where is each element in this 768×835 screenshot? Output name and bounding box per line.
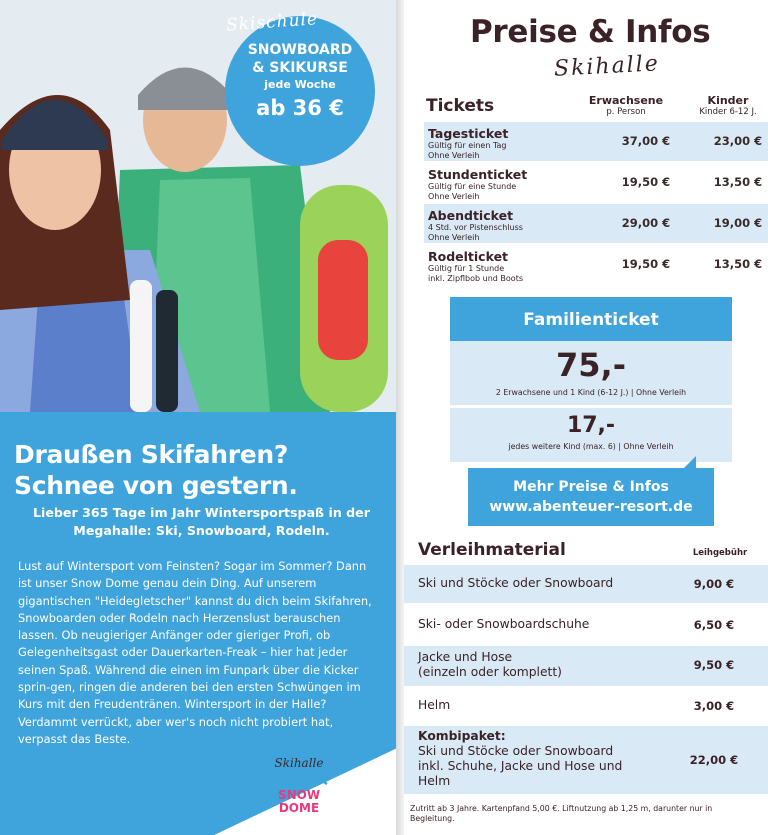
more-info-link[interactable]	[468, 468, 714, 526]
rental-column-header: Leihgebühr	[692, 548, 748, 558]
promo-script-logo: Skischule	[225, 9, 319, 36]
rental-price: 6,50 €	[693, 618, 735, 632]
ticket-row	[424, 245, 768, 284]
promo-badge	[225, 16, 375, 166]
rental-row	[404, 565, 768, 603]
page-title: Preise & Infos	[470, 14, 711, 50]
ticket-price-kid: 13,50 €	[713, 257, 763, 271]
rental-row	[404, 646, 768, 686]
combo-description: Ski und Stöcke oder Snowboard inkl. Schuhe, Jacke und Hose und Helm	[418, 744, 623, 788]
ticket-price-kid: 19,00 €	[713, 216, 763, 230]
ticket-row	[424, 204, 768, 243]
rental-item: Ski- oder Snowboardschuhe	[418, 617, 590, 631]
right-panel	[404, 0, 768, 835]
rental-price: 9,50 €	[693, 658, 735, 672]
headline-line1: Draußen Skifahren?	[14, 440, 289, 469]
family-ticket-main	[450, 341, 732, 405]
footnote: Zutritt ab 3 Jahre. Kartenpfand 5,00 €. Liftnutzung ab 1,25 m, darunter nur in Begleitung.	[410, 804, 713, 823]
intro-body-text: Lust auf Wintersport vom Feinsten? Sogar im Sommer? Dann ist unser Snow Dome genau dein Ding. Auf unserem gigantischen "Heidegletscher" kannst du dich beim Skifahren, Snowboarden oder Rodeln nach Herzenslust berauschen lassen. Ob neugieriger Anfänger oder gieriger Profi, ob Gelegenheitsgast oder Dauerkarten-Freak – hier hat jeder seinen Spaß. Während die einen im Funpark über die Kicker sprin-gen, ringen die anderen bei den ersten Schwüngen im Kurs mit den Freudentränen. Wintersport in der Halle? Verdammt verrückt, aber wer's noch nicht probiert hat, verpasst das Beste.	[18, 559, 372, 746]
family-price-note: 2 Erwachsene und 1 Kind (6-12 J.) | Ohne Verleih	[495, 388, 687, 397]
extra-child-price: 17,-	[566, 413, 616, 438]
ticket-name: Abendticket	[428, 208, 514, 223]
column-adult-sub: p. Person	[606, 107, 646, 117]
website-url[interactable]: www.abenteuer-resort.de	[489, 499, 693, 515]
page-fold	[396, 0, 404, 835]
ticket-price-adult: 19,50 €	[621, 257, 671, 271]
combo-label: Kombipaket:	[418, 729, 506, 743]
rental-item	[418, 729, 658, 789]
promo-price: ab 36 €	[256, 96, 344, 120]
rental-price: 3,00 €	[693, 699, 735, 713]
rental-row-combo	[404, 726, 768, 794]
rental-row	[404, 689, 768, 723]
column-kid-label: Kinder	[707, 94, 749, 107]
promo-line3: jede Woche	[264, 78, 336, 91]
logo-line2: DOME	[278, 801, 320, 815]
ticket-desc: 4 Std. vor Pistenschluss Ohne Verleih	[428, 223, 523, 242]
mountain-icon	[269, 771, 329, 785]
ticket-desc: Gültig für einen Tag Ohne Verleih	[428, 141, 507, 160]
ticket-desc: Gültig für eine Stunde Ohne Verleih	[428, 182, 517, 201]
tickets-heading: Tickets	[426, 96, 495, 116]
ticket-price-adult: 19,50 €	[621, 175, 671, 189]
ticket-row	[424, 122, 768, 161]
subheadline: Lieber 365 Tage im Jahr Wintersportspaß in der Megahalle: Ski, Snowboard, Rodeln.	[33, 505, 370, 538]
rental-row	[404, 606, 768, 644]
rental-item: Ski und Stöcke oder Snowboard	[418, 576, 614, 590]
ticket-name: Tagesticket	[428, 126, 509, 141]
family-price: 75,-	[556, 346, 626, 384]
snow-dome-logo	[244, 756, 354, 826]
headline-line2: Schnee von gestern.	[14, 471, 298, 500]
logo-script: Skihalle	[274, 756, 324, 770]
column-header-adult	[576, 94, 676, 117]
intro-section	[0, 412, 396, 835]
hero-photo	[0, 0, 396, 412]
rental-price: 9,00 €	[693, 577, 735, 591]
rental-price: 22,00 €	[689, 753, 739, 767]
column-adult-label: Erwachsene	[588, 94, 664, 107]
rental-item: Helm	[418, 698, 451, 712]
ticket-price-adult: 37,00 €	[621, 134, 671, 148]
extra-child-note: jedes weitere Kind (max. 6) | Ohne Verleih	[508, 442, 674, 451]
rental-heading: Verleihmaterial	[418, 540, 566, 560]
ticket-name: Stundenticket	[428, 167, 528, 182]
column-header-kid	[692, 94, 764, 117]
ticket-price-kid: 23,00 €	[713, 134, 763, 148]
rental-item: Jacke und Hose (einzeln oder komplett)	[418, 650, 562, 679]
logo-line1: SNOW	[277, 788, 321, 802]
ticket-price-adult: 29,00 €	[621, 216, 671, 230]
promo-line1: SNOWBOARD	[247, 42, 353, 58]
family-ticket-extra	[450, 408, 732, 462]
ticket-name: Rodelticket	[428, 249, 509, 264]
ticket-desc: Gültig für 1 Stunde inkl. Zipflbob und Boots	[428, 264, 523, 283]
more-info-line1: Mehr Preise & Infos	[513, 479, 669, 495]
ticket-price-kid: 13,50 €	[713, 175, 763, 189]
title-script: Skihalle	[553, 51, 661, 82]
column-kid-sub: Kinder 6-12 J.	[699, 107, 757, 117]
ticket-row	[424, 163, 768, 202]
promo-line2: & SKIKURSE	[252, 60, 348, 76]
family-ticket-heading: Familienticket	[450, 297, 732, 341]
